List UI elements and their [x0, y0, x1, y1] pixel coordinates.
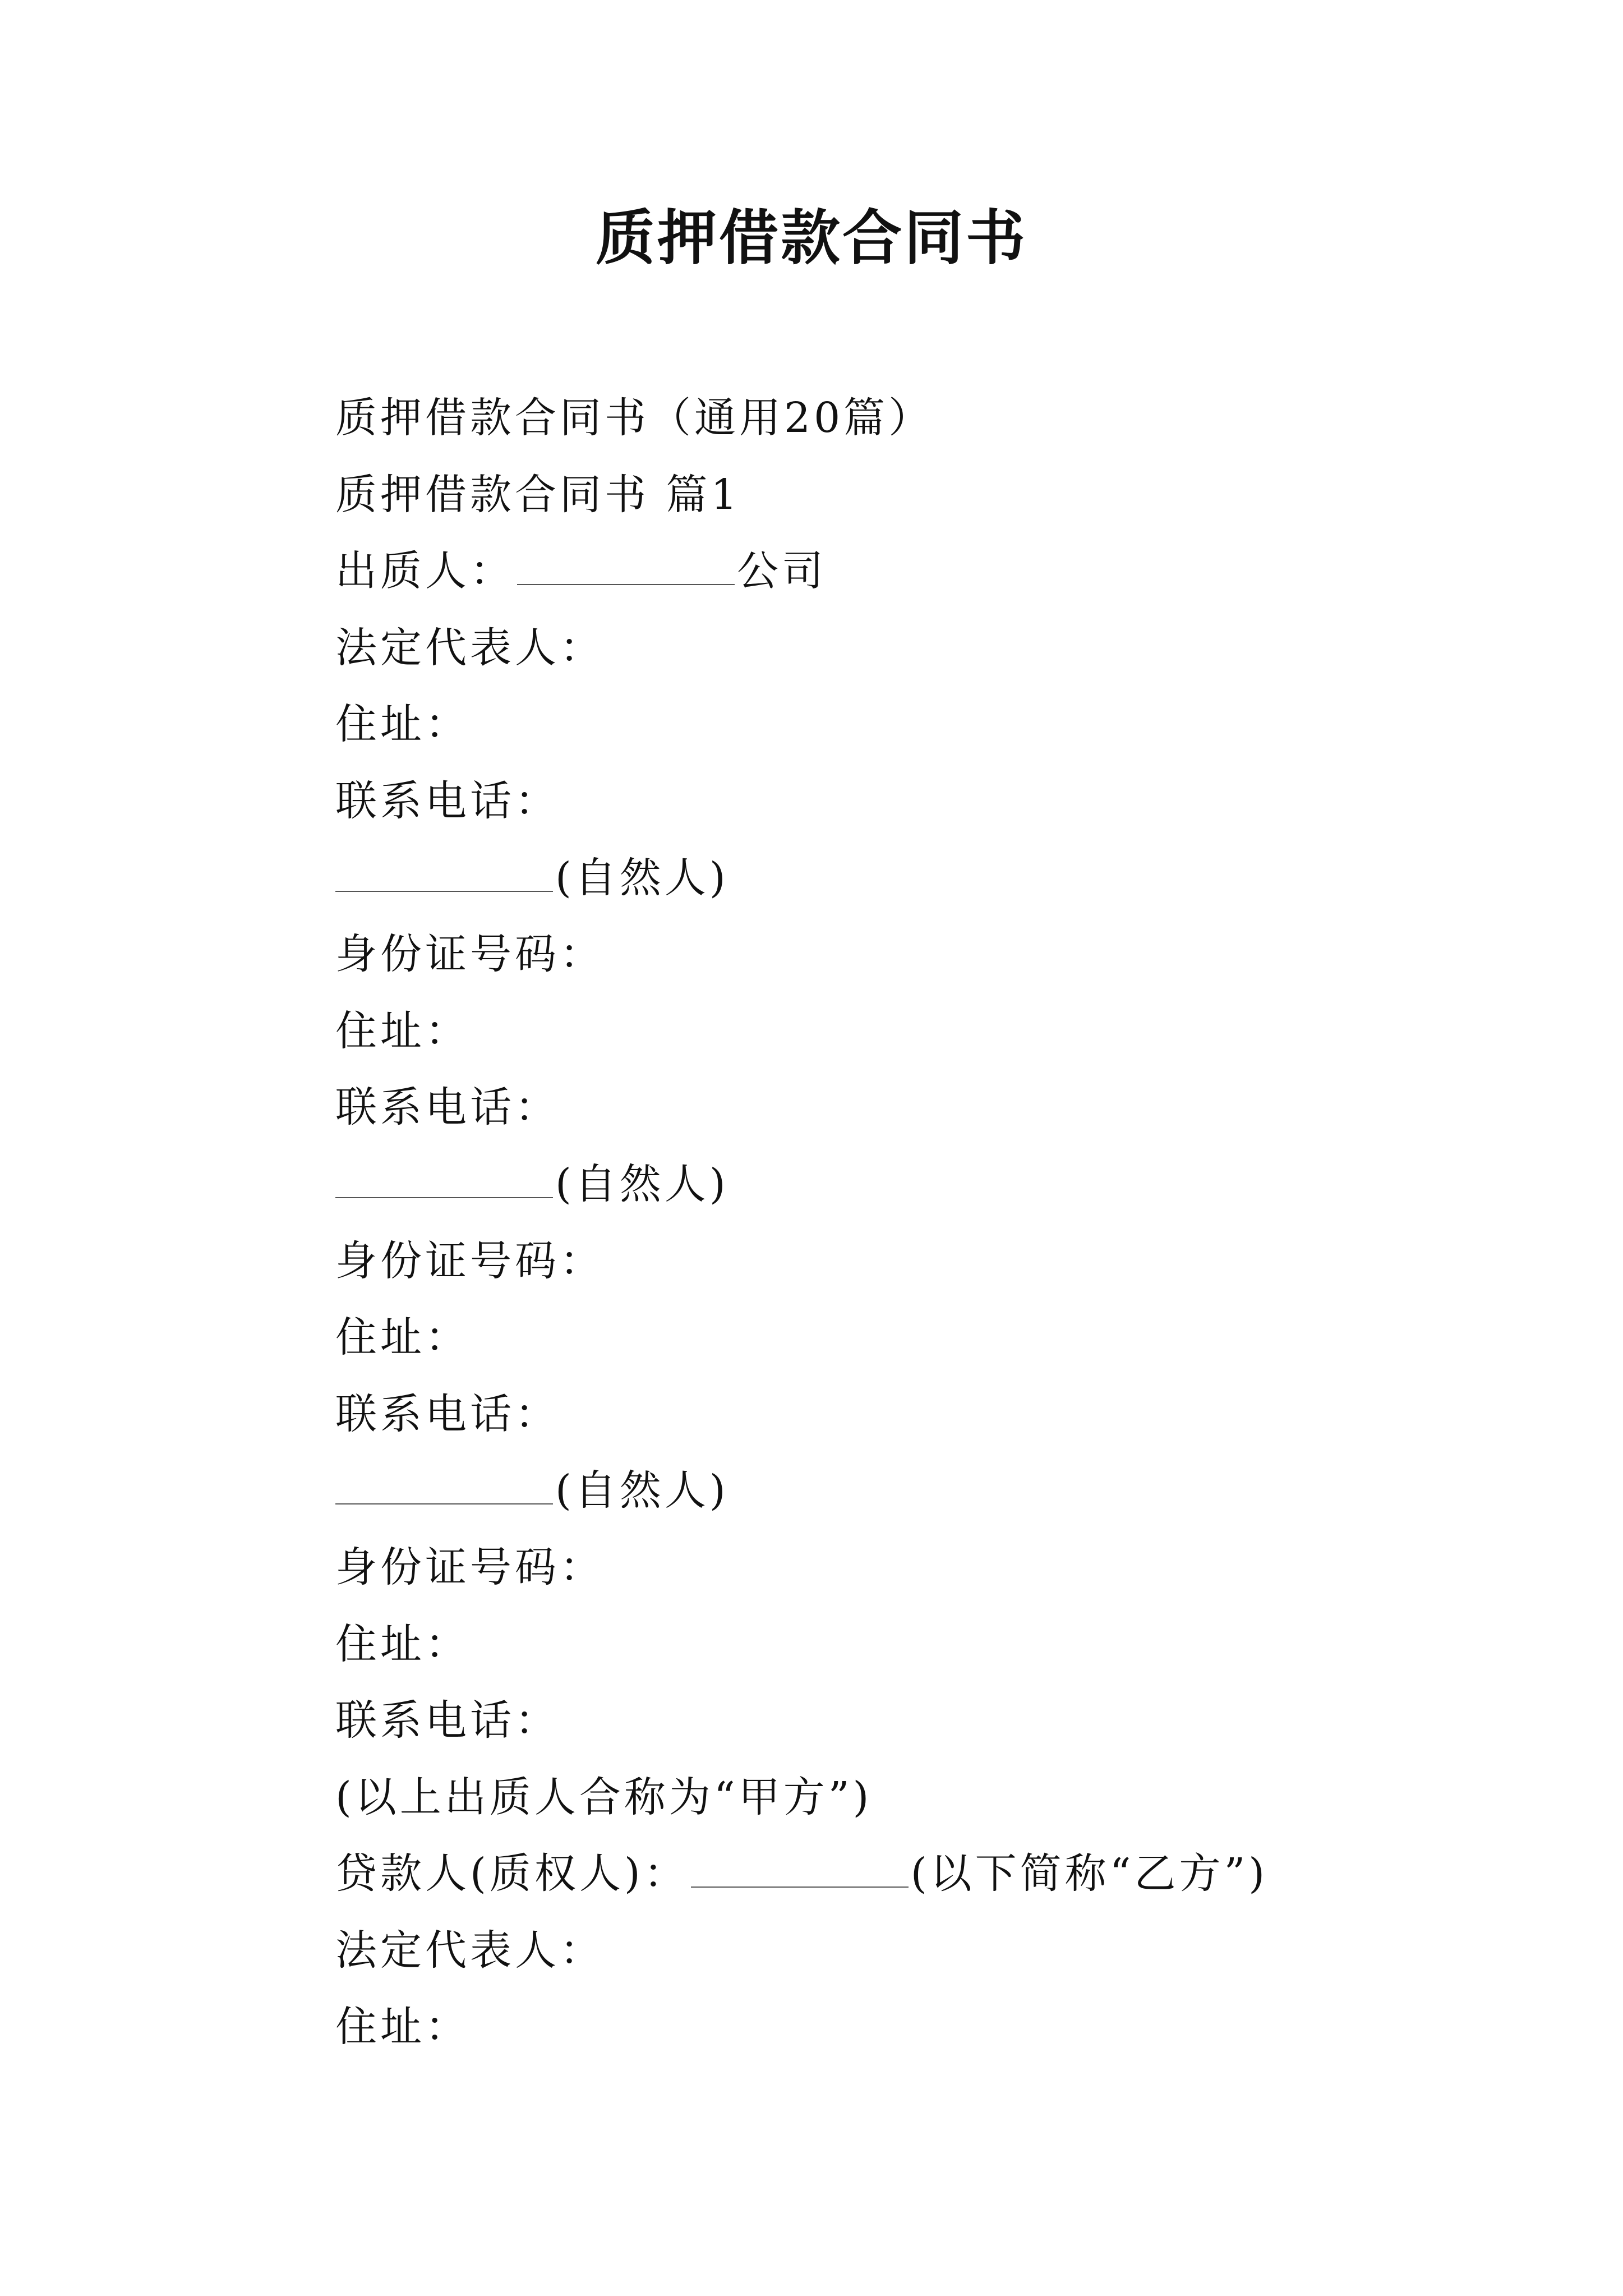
line-text: 住址：: [335, 1619, 470, 1668]
document-line: [335, 1223, 1457, 1300]
line-text: 贷款人(质权人)：: [335, 1849, 689, 1898]
document-line: [335, 1069, 1457, 1146]
line-text-suffix: 公司: [737, 547, 827, 596]
line-text: 住址：: [335, 1313, 470, 1362]
document-line: [335, 610, 1457, 687]
line-text: 质押借款合同书 篇1: [335, 470, 741, 519]
line-text-suffix: (自然人): [555, 1466, 729, 1515]
document-line: [335, 1759, 1457, 1836]
document-line: [335, 1989, 1457, 2065]
line-text: 法定代表人：: [335, 1926, 605, 1975]
fill-in-blank: [691, 1847, 909, 1888]
document-line: [335, 1682, 1457, 1759]
line-text: 联系电话：: [335, 1696, 560, 1745]
line-text: 住址：: [335, 700, 470, 749]
document-line: [335, 916, 1457, 993]
line-text: 身份证号码：: [335, 1236, 605, 1285]
line-text: 联系电话：: [335, 1083, 560, 1132]
line-text: 身份证号码：: [335, 1543, 605, 1591]
line-text-suffix: (以下简称“乙方”): [910, 1849, 1269, 1898]
document-line: [335, 1146, 1457, 1223]
line-text: 联系电话：: [335, 1389, 560, 1438]
line-text: 联系电话：: [335, 776, 560, 825]
document-line: [335, 840, 1457, 917]
document-line: [335, 686, 1457, 763]
fill-in-blank: [335, 1158, 553, 1198]
line-text: 质押借款合同书（通用20篇）: [335, 394, 934, 442]
document-line: [335, 533, 1457, 610]
line-text-suffix: (自然人): [555, 853, 729, 902]
fill-in-blank: [335, 1464, 553, 1504]
document-line: [335, 1529, 1457, 1606]
line-text-suffix: (自然人): [555, 1159, 729, 1208]
document-line: [335, 1452, 1457, 1529]
document-line: [335, 1376, 1457, 1453]
line-text: 住址：: [335, 2003, 470, 2051]
fill-in-blank: [335, 852, 553, 892]
document-line: [335, 993, 1457, 1070]
document-body: [335, 380, 1457, 2065]
fill-in-blank: [517, 545, 735, 585]
document-line: [335, 1299, 1457, 1376]
document-line: [335, 1912, 1457, 1989]
line-text: 法定代表人：: [335, 623, 605, 672]
line-text: (以上出质人合称为“甲方”): [335, 1773, 873, 1821]
document-line: [335, 1835, 1457, 1912]
document-title: 质押借款合同书: [596, 204, 1027, 273]
document-line: [335, 380, 1457, 457]
line-text: 住址：: [335, 1006, 470, 1055]
document-line: [335, 763, 1457, 840]
document-line: [335, 1606, 1457, 1683]
line-text: 身份证号码：: [335, 930, 605, 979]
document-line: [335, 457, 1457, 533]
line-text: 出质人：: [335, 547, 515, 596]
